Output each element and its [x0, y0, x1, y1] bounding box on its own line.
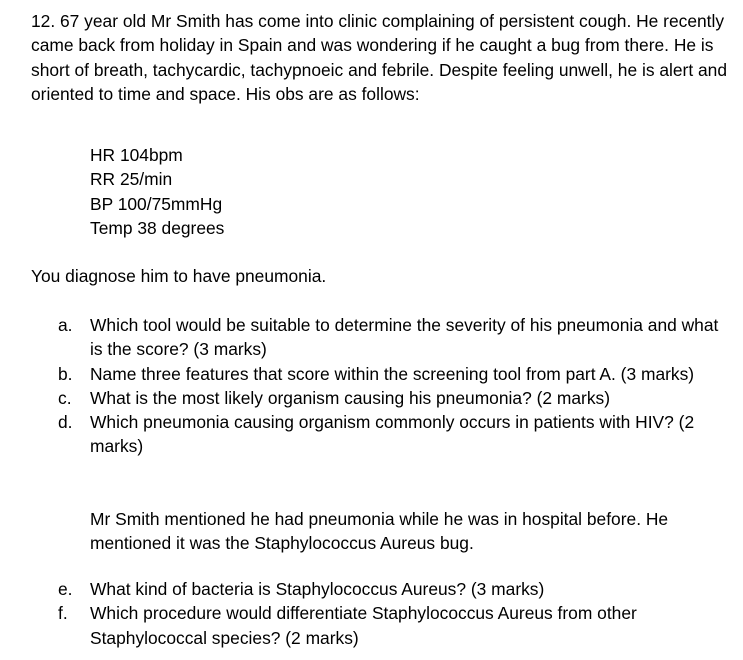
sub-question-text: What is the most likely organism causing his pneumonia? (2 marks) — [90, 387, 610, 408]
sub-question-list-continued — [58, 577, 723, 650]
sub-question-text: Which tool would be suitable to determine the severity of his pneumonia and what is the score? (3 marks) — [90, 315, 719, 360]
sub-question-letter: c. — [58, 387, 72, 408]
obs-heart-rate: HR 104bpm — [90, 145, 183, 165]
sub-question-c — [58, 386, 723, 410]
sub-question-text: Which procedure would differentiate Staphylococcus Aureus from other Staphylococcal species? (2 marks) — [90, 603, 637, 648]
obs-blood-pressure: BP 100/75mmHg — [90, 193, 223, 214]
sub-question-list — [58, 313, 723, 459]
sub-question-e — [58, 577, 723, 601]
sub-question-d — [58, 410, 723, 459]
sub-question-text: What kind of bacteria is Staphylococcus Aureus? (3 marks) — [90, 579, 545, 599]
sub-question-letter: e. — [58, 579, 73, 599]
obs-temperature: Temp 38 degrees — [90, 217, 225, 238]
sub-question-letter: f. — [58, 603, 68, 624]
sub-question-f — [58, 601, 723, 650]
sub-question-b — [58, 362, 723, 386]
obs-respiratory-rate: RR 25/min — [90, 169, 173, 190]
sub-question-letter: b. — [58, 363, 73, 384]
sub-question-text: Name three features that score within the screening tool from part A. (3 marks) — [90, 363, 695, 384]
observations-list — [90, 143, 224, 240]
sub-question-letter: a. — [58, 315, 73, 335]
question-intro: 12. 67 year old Mr Smith has come into clinic complaining of persistent cough. He recently came back from holiday in Spain and was wondering if he caught a bug from there. He is short of breath, tachycardic, tachypnoeic and febrile. Despite feeling unwell, he is alert and oriented to time and space. His obs are as follows: — [31, 11, 728, 104]
sub-question-letter: d. — [58, 412, 73, 433]
diagnosis-statement: You diagnose him to have pneumonia. — [31, 266, 327, 286]
history-note: Mr Smith mentioned he had pneumonia while he was in hospital before. He mentioned it was the Staphylococcus Aureus bug. — [90, 509, 669, 554]
sub-question-a — [58, 313, 723, 362]
sub-question-text: Which pneumonia causing organism commonly occurs in patients with HIV? (2 marks) — [90, 412, 695, 457]
